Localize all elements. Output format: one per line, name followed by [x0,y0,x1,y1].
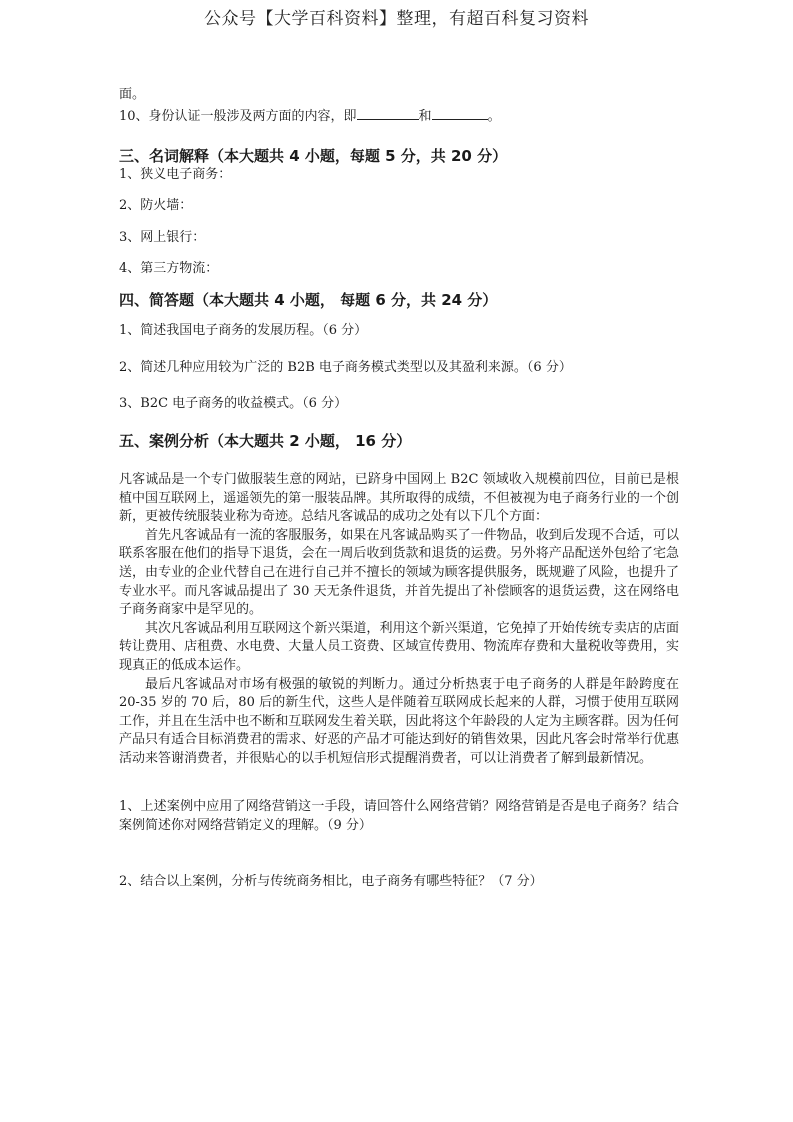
section-3-title: 三、名词解释（本大题共 4 小题，每题 5 分，共 20 分） [119,147,508,165]
section-4-item: 3、B2C 电子商务的收益模式。（6 分） [119,396,348,411]
case-paragraph: 其次凡客诚品利用互联网这个新兴渠道，利用这个新兴渠道，它免掉了开始传统专卖店的店面转让费用、店租费、水电费、大量人员工资费、区域宣传费用、物流库存费和大量税收等费用，实现真正的低成本运作。 [119,620,679,673]
case-paragraph: 凡客诚品是一个专门做服装生意的网站，已跻身中国网上 B2C 领域收入规模前四位，目前已是根植中国互联网上，遥遥领先的第一服装品牌。其所取得的成绩，不但被视为电子商务行业的一个创新，更被传统服装业称为奇迹。总结凡客诚品的成功之处有以下几个方面： [119,472,679,525]
section-4-item: 2、简述几种应用较为广泛的 B2B 电子商务模式类型以及其盈利来源。（6 分） [119,360,572,375]
section-3-item: 2、防火墙： [119,198,193,213]
section-4-title: 四、简答题（本大题共 4 小题， 每题 6 分，共 24 分） [119,291,498,309]
q10-prefix: 10、身份认证一般涉及两方面的内容，即 [119,109,357,124]
section-3-item: 1、狭义电子商务： [119,167,232,182]
section-5-title: 五、案例分析（本大题共 2 小题， 16 分） [119,432,412,450]
section-3-item: 3、网上银行： [119,230,206,245]
top-fragment: 面。 [119,87,146,102]
case-study-text [119,471,679,769]
case-question-1: 1、上述案例中应用了网络营销这一手段，请回答什么网络营销？网络营销是否是电子商务？结合案例简述你对网络营销定义的理解。（9 分） [119,799,679,833]
case-paragraph: 最后凡客诚品对市场有极强的敏锐的判断力。通过分析热衷于电子商务的人群是年龄跨度在 20-35 岁的 70 后，80 后的新生代，这些人是伴随着互联网成长起来的人群，习惯于使用互联网工作，并且在生活中也不断和互联网发生着关联，因此将这个年龄段的人定为主顾客群。因为任何产品只有适合目标消费君的需求、好恶的产品才可能达到好的销售效果，因此凡客会时常举行优惠活动来答谢消费者，并很贴心的以手机短信形式提醒消费者，可以让消费者了解到最新情况。 [119,676,679,766]
q10-blank-2 [432,107,488,120]
q10-suffix: 。 [487,109,501,124]
section-4-item: 1、简述我国电子商务的发展历程。（6 分） [119,323,368,338]
q10-middle: 和 [418,109,432,124]
case-question-2: 2、结合以上案例，分析与传统商务相比，电子商务有哪些特征？（7 分） [119,874,543,889]
question-10 [119,107,501,126]
q10-blank-1 [357,107,419,120]
case-paragraph: 首先凡客诚品有一流的客服服务，如果在凡客诚品购买了一件物品，收到后发现不合适，可以联系客服在他们的指导下退货，会在一周后收到货款和退货的运费。另外将产品配送外包给了宅急送，由专业的企业代替自己在进行自己并不擅长的领域为顾客提供服务，既规避了风险，也提升了专业水平。而凡客诚品提出了 30 天无条件退货，并首先提出了补偿顾客的退货运费，这在网络电子商务商家中是罕见的。 [119,527,679,618]
section-3-item: 4、第三方物流： [119,261,219,276]
page-header: 公众号【大学百科资料】整理，有超百科复习资料 [204,9,589,29]
